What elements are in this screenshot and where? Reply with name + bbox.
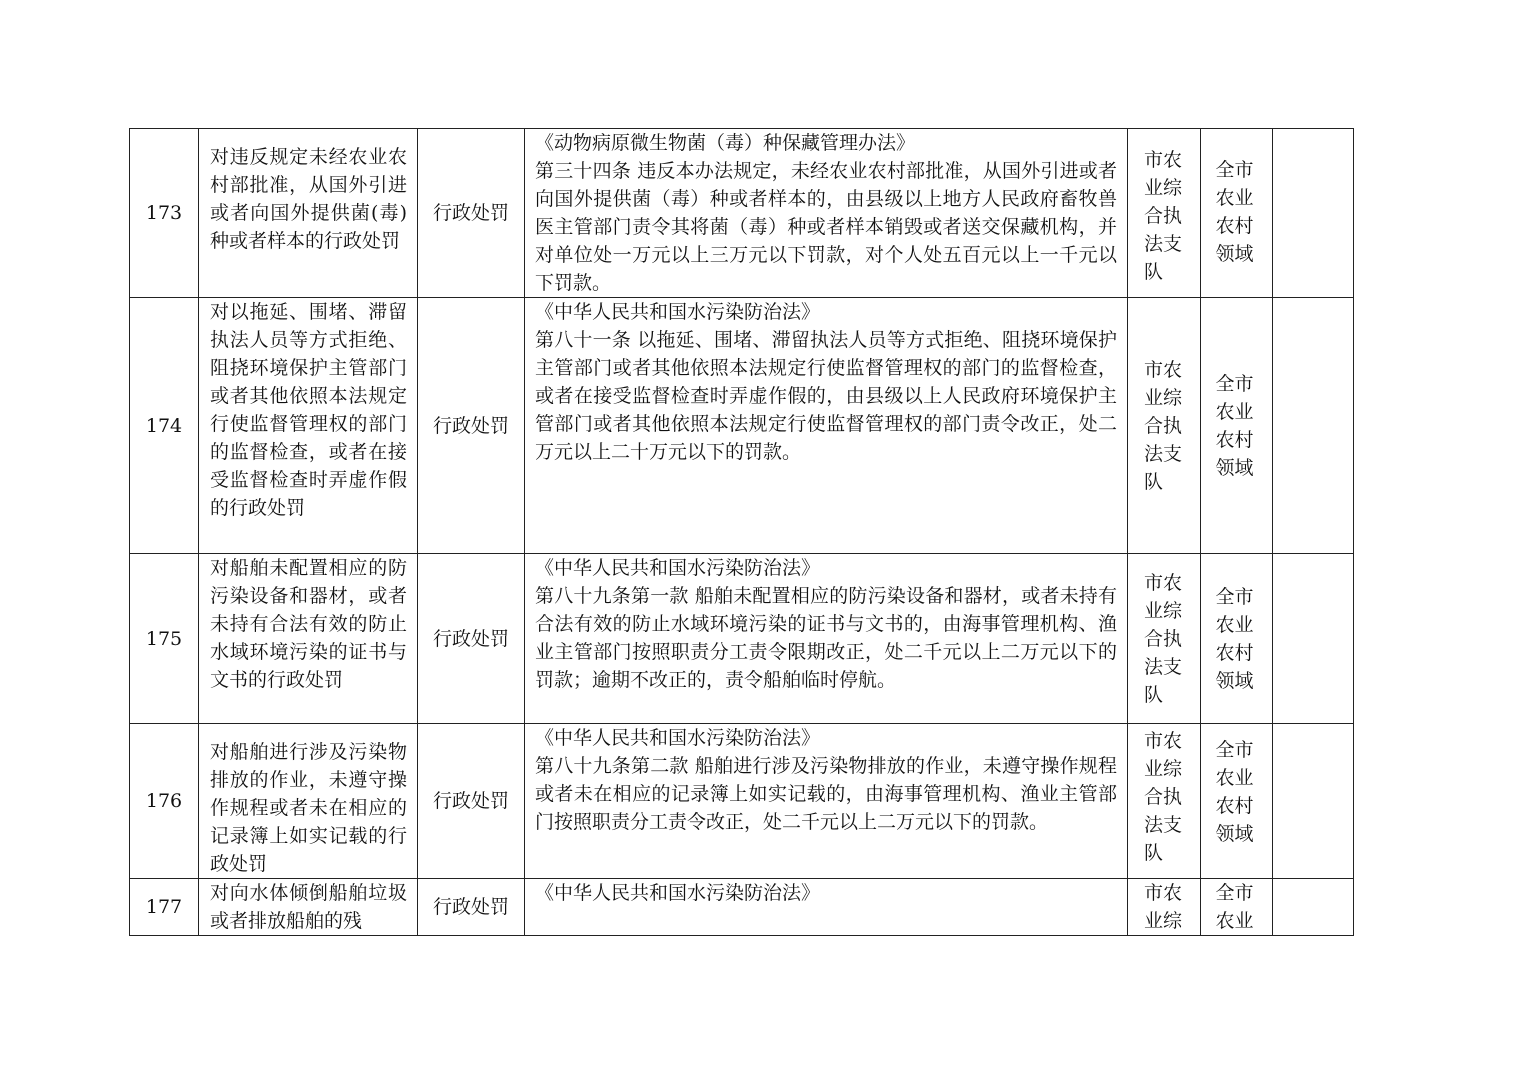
law-article: 第八十九条第一款 船舶未配置相应的防污染设备和器材，或者未持有合法有效的防止水域环境污染的证书与文书的，由海事管理机构、渔业主管部门按照职责分工责令限期改正，处二千元以上二万元以下的罚款；逾期不改正的，责令船舶临时停航。 — [535, 585, 1117, 691]
jurisdiction-scope: 全市农业 — [1201, 879, 1273, 936]
table-row — [130, 129, 1354, 298]
power-type: 行政处罚 — [418, 724, 525, 879]
power-type: 行政处罚 — [418, 298, 525, 554]
legal-basis — [525, 554, 1128, 724]
legal-basis — [525, 724, 1128, 879]
row-number: 174 — [130, 298, 199, 554]
law-article: 第三十四条 违反本办法规定，未经农业农村部批准，从国外引进或者向国外提供菌（毒）种或者样本的，由县级以上地方人民政府畜牧兽医主管部门责令其将菌（毒）种或者样本销毁或者送交保藏机构，并对单位处一万元以上三万元以下罚款，对个人处五百元以上一千元以下罚款。 — [535, 160, 1117, 294]
remark — [1273, 129, 1354, 298]
law-title: 《中华人民共和国水污染防治法》 — [535, 301, 821, 323]
table-row — [130, 724, 1354, 879]
penalty-item: 对向水体倾倒船舶垃圾或者排放船舶的残 — [199, 879, 418, 936]
law-article: 第八十一条 以拖延、围堵、滞留执法人员等方式拒绝、阻挠环境保护主管部门或者其他依照本法规定行使监督管理权的部门的监督检查，或者在接受监督检查时弄虚作假的，由县级以上人民政府环境保护主管部门或者其他依照本法规定行使监督管理权的部门责令改正，处二万元以上二十万元以下的罚款。 — [535, 329, 1117, 463]
document-page — [129, 128, 1353, 936]
responsible-department: 市农业综 — [1128, 879, 1201, 936]
responsible-department: 市农业综合执法支队 — [1128, 298, 1201, 554]
remark — [1273, 554, 1354, 724]
row-number: 173 — [130, 129, 199, 298]
power-type: 行政处罚 — [418, 129, 525, 298]
legal-basis — [525, 298, 1128, 554]
penalty-item: 对以拖延、围堵、滞留执法人员等方式拒绝、阻挠环境保护主管部门或者其他依照本法规定行使监督管理权的部门的监督检查，或者在接受监督检查时弄虚作假的行政处罚 — [199, 298, 418, 554]
responsible-department: 市农业综合执法支队 — [1128, 554, 1201, 724]
legal-basis — [525, 879, 1128, 936]
remark — [1273, 724, 1354, 879]
jurisdiction-scope: 全市农业农村领域 — [1201, 129, 1273, 298]
law-title: 《中华人民共和国水污染防治法》 — [535, 557, 821, 579]
remark — [1273, 298, 1354, 554]
responsible-department: 市农业综合执法支队 — [1128, 724, 1201, 879]
table-row — [130, 554, 1354, 724]
power-type: 行政处罚 — [418, 554, 525, 724]
law-title: 《中华人民共和国水污染防治法》 — [535, 882, 821, 904]
penalty-item: 对船舶未配置相应的防污染设备和器材，或者未持有合法有效的防止水域环境污染的证书与文书的行政处罚 — [199, 554, 418, 724]
penalty-item: 对船舶进行涉及污染物排放的作业，未遵守操作规程或者未在相应的记录簿上如实记载的行政处罚 — [199, 724, 418, 879]
jurisdiction-scope: 全市农业农村领域 — [1201, 554, 1273, 724]
penalty-table — [129, 128, 1354, 936]
row-number: 177 — [130, 879, 199, 936]
legal-basis — [525, 129, 1128, 298]
row-number: 176 — [130, 724, 199, 879]
penalty-item: 对违反规定未经农业农村部批准，从国外引进或者向国外提供菌(毒)种或者样本的行政处罚 — [199, 129, 418, 298]
law-title: 《动物病原微生物菌（毒）种保藏管理办法》 — [535, 132, 916, 154]
law-article: 第八十九条第二款 船舶进行涉及污染物排放的作业，未遵守操作规程或者未在相应的记录簿上如实记载的，由海事管理机构、渔业主管部门按照职责分工责令改正，处二千元以上二万元以下的罚款。 — [535, 755, 1117, 833]
power-type: 行政处罚 — [418, 879, 525, 936]
remark — [1273, 879, 1354, 936]
table-row — [130, 298, 1354, 554]
table-row — [130, 879, 1354, 936]
row-number: 175 — [130, 554, 199, 724]
law-title: 《中华人民共和国水污染防治法》 — [535, 727, 821, 749]
jurisdiction-scope: 全市农业农村领域 — [1201, 298, 1273, 554]
jurisdiction-scope: 全市农业农村领域 — [1201, 724, 1273, 879]
responsible-department: 市农业综合执法支队 — [1128, 129, 1201, 298]
